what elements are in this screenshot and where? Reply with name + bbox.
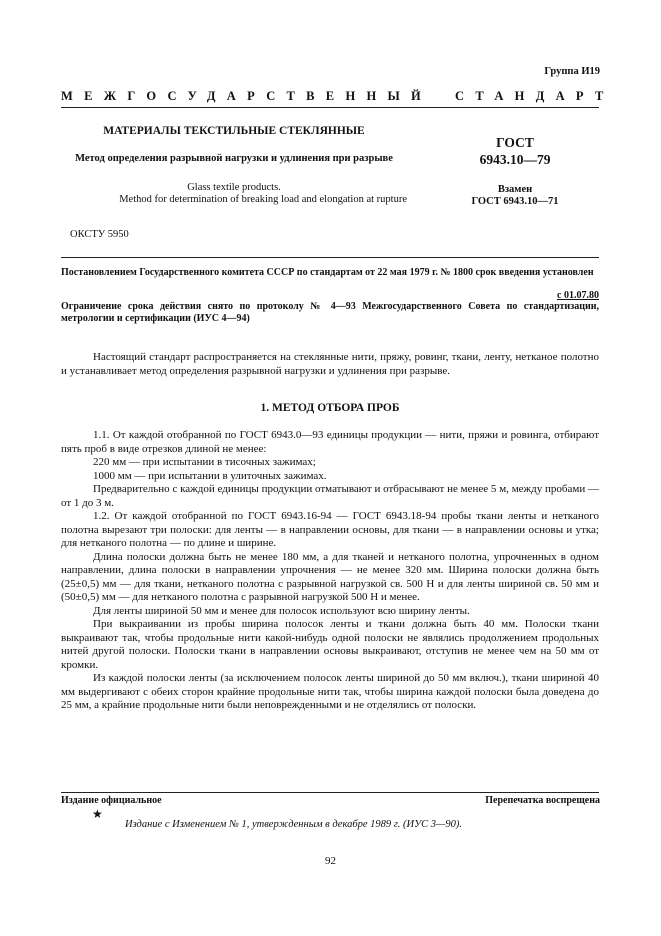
paragraph: Из каждой полоски ленты (за исключением полосок ленты шириной до 50 мм включ.), ткани шириной 40 мм выдергивают с обеих сторон крайние продольные нити так, чтобы ширина каждой полоски была доведена до 25 мм, а крайние продольные нити были неповрежденными и не отделялись от полоски. (61, 672, 599, 711)
intro-paragraph: Настоящий стандарт распространяется на стеклянные нити, пряжу, ровинг, ткани, ленту, нетканое полотно и устанавливает метод определения разрывной нагрузки и удлинения при разрыве. (61, 351, 599, 377)
paragraph: Предварительно с каждой единицы продукции отматывают и отбрасывают не менее 5 м, между пробами — от 1 до 3 м. (61, 483, 599, 509)
official-edition: Издание официальное (61, 795, 162, 806)
paragraph: 220 мм — при испытании в тисочных зажимах; (93, 456, 316, 468)
title-block (61, 125, 407, 205)
section-title: 1. МЕТОД ОТБОРА ПРОБ (260, 402, 400, 414)
paragraph: 1.1. От каждой отобранной по ГОСТ 6943.0—93 единицы продукции — нити, пряжи и ровинга, отбирают пять проб в виде отрезков длиной не менее: (61, 429, 599, 455)
title-rule (61, 257, 599, 258)
header-standard: СТАНДАРТ (455, 89, 615, 103)
okstu-code: ОКСТУ 5950 (70, 229, 129, 240)
gost-block (440, 135, 590, 207)
english-subtitle: Method for determination of breaking load and elongation at rupture (119, 194, 407, 205)
gost-label: ГОСТ (496, 135, 534, 150)
decree-text: Постановлением Государственного комитета СССР по стандартам от 22 мая 1979 г. № 1800 срок введения установлен (61, 267, 594, 278)
paragraph: Для ленты шириной 50 мм и менее для полосок используют всю ширину ленты. (93, 604, 470, 617)
replaces-label: Взамен (497, 184, 533, 195)
group-code: Группа И19 (544, 66, 600, 77)
body-text (61, 429, 599, 713)
limitation-text: Ограничение срока действия снято по протоколу № 4—93 Межгосударственного Совета по стандартизации, метрологии и сертификации (ИУС 4—94) (61, 301, 599, 324)
reprint-prohibited: Перепечатка воспрещена (485, 795, 600, 806)
paragraph: 1000 мм — при испытании в улиточных зажимах. (93, 469, 327, 482)
document-title: МАТЕРИАЛЫ ТЕКСТИЛЬНЫЕ СТЕКЛЯННЫЕ (103, 125, 365, 137)
english-title: Glass textile products. (187, 182, 281, 193)
paragraph: При выкраивании из пробы ширина полосок ленты и ткани должна быть 40 мм. Полоски ткани выкраивают так, чтобы продольные нити какой-нибудь одной полоски не являлись продолжением продольных нитей другой полоски. Полоски ткани в направлении основы выкраивают, отступив не менее чем на 50 мм от кромки. (61, 618, 599, 671)
gost-number: 6943.10—79 (479, 152, 551, 167)
header-interstate: МЕЖГОСУДАРСТВЕННЫЙ (61, 89, 433, 103)
paragraph: 1.2. От каждой отобранной по ГОСТ 6943.16-94 — ГОСТ 6943.18-94 пробы ткани ленты и нетканого полотна вырезают три полоски: для ленты — в направлении основы, для ткани — в направлении основы и утка; для нетканого полотна — по длине и ширине. (61, 510, 599, 549)
edition-note: Издание с Изменением № 1, утвержденным в декабре 1989 г. (ИУС 3—90). (125, 819, 462, 830)
header-rule (61, 107, 599, 108)
page-number: 92 (325, 855, 336, 867)
replaced-standard: ГОСТ 6943.10—71 (471, 196, 559, 207)
document-subtitle: Метод определения разрывной нагрузки и удлинения при разрыве (75, 153, 393, 164)
footer-rule (61, 792, 599, 793)
paragraph: Длина полоски должна быть не менее 180 мм, а для тканей и нетканого полотна, упрочненных в одном направлении, длина полоски в направлении упрочнения — не менее 320 мм. Ширина полоски должна быть (25±0,5) мм — для ткани, нетканого полотна с разрывной нагрузкой св. 500 Н и для ленты шириной св. 50 мм и (50±0,5) мм — для нетканого полотна с разрывной нагрузкой 500 Н и менее. (61, 550, 599, 603)
star-icon: ★ (92, 807, 103, 821)
effective-date: с 01.07.80 (557, 290, 599, 301)
